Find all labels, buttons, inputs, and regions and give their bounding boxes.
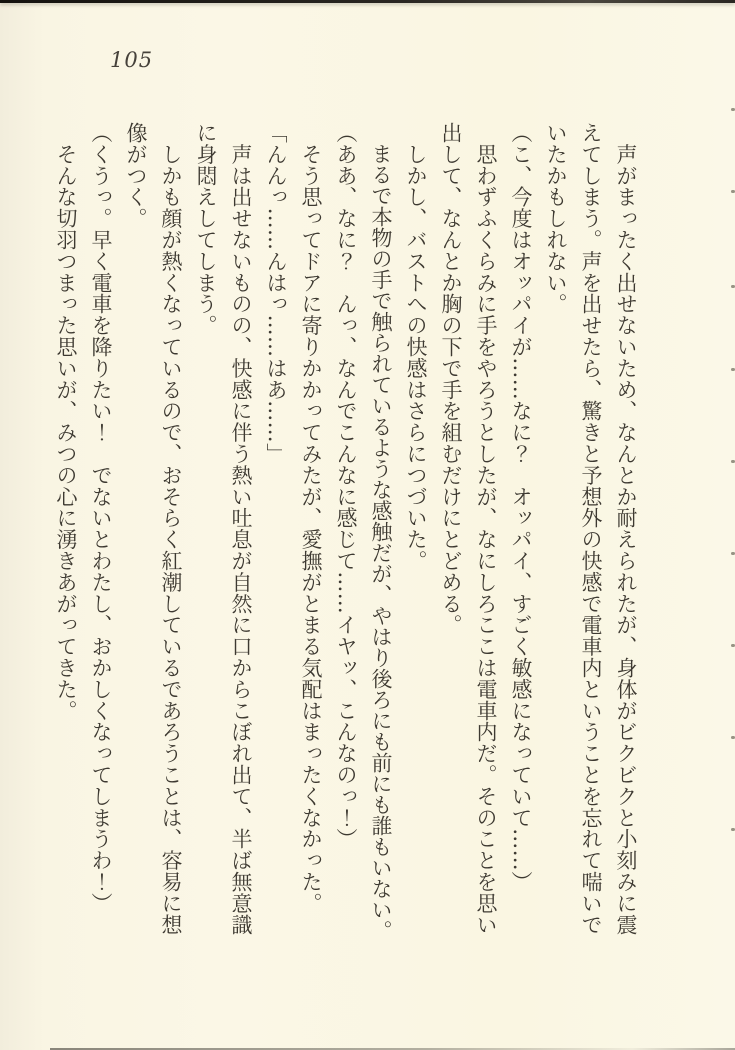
- scan-artifact: [731, 736, 735, 739]
- scan-artifact: [731, 460, 735, 463]
- scan-artifact: [731, 285, 735, 288]
- paragraph: そう思ってドアに寄りかかってみたが、愛撫がとまる気配はまったくなかった。: [299, 122, 323, 914]
- paragraph: しかも顔が熱くなっているので、おそらく紅潮しているであろうことは、容易に想像がつく。: [124, 122, 183, 936]
- scan-artifact: [731, 190, 735, 193]
- scan-artifact: [731, 552, 735, 555]
- scan-artifact: [731, 828, 735, 831]
- paragraph: （こ、今度はオッパイが……なに？ オッパイ、すごく敏感になっていて……）: [509, 122, 533, 893]
- paragraph: 声がまったく出せないため、なんとか耐えられたが、身体がビクビクと小刻みに震えてしまう。声を出せたら、驚きと予想外の快感で電車内ということを忘れて喘いでいたかもしれない。: [544, 122, 638, 936]
- scan-artifact: [731, 644, 735, 647]
- page-number: 105: [110, 48, 154, 72]
- paragraph: まるで本物の手で触られているような感触だが、やはり後ろにも前にも誰もいない。: [369, 122, 393, 941]
- scan-artifact: [731, 368, 735, 371]
- paragraph: 思わずふくらみに手をやろうとしたが、なにしろここは電車内だ。そのことを思い出して、なんとか胸の下で手を組むだけにとどめる。: [439, 122, 498, 936]
- paragraph: 「んんっ……んはっ……はあ……」: [264, 122, 288, 465]
- scan-artifact: [731, 108, 735, 111]
- paragraph: （ああ、なに？ んっ、なんでこんなに感じて……イヤッ、こんなのっ！）: [334, 122, 358, 850]
- scan-edge-top: [0, 0, 735, 3]
- paragraph: そんな切羽つまった思いが、みつの心に湧きあがってきた。: [54, 122, 78, 722]
- paragraph: しかし、バストへの快感はさらにつづいた。: [404, 122, 428, 572]
- paragraph: （くうっ。早く電車を降りたい！ でないとわたし、おかしくなってしまうわ！）: [89, 122, 113, 914]
- paragraph: 声は出せないものの、快感に伴う熱い吐息が自然に口からこぼれ出て、半ば無意識に身悶えしてしまう。: [194, 122, 253, 936]
- body-text: [48, 122, 643, 946]
